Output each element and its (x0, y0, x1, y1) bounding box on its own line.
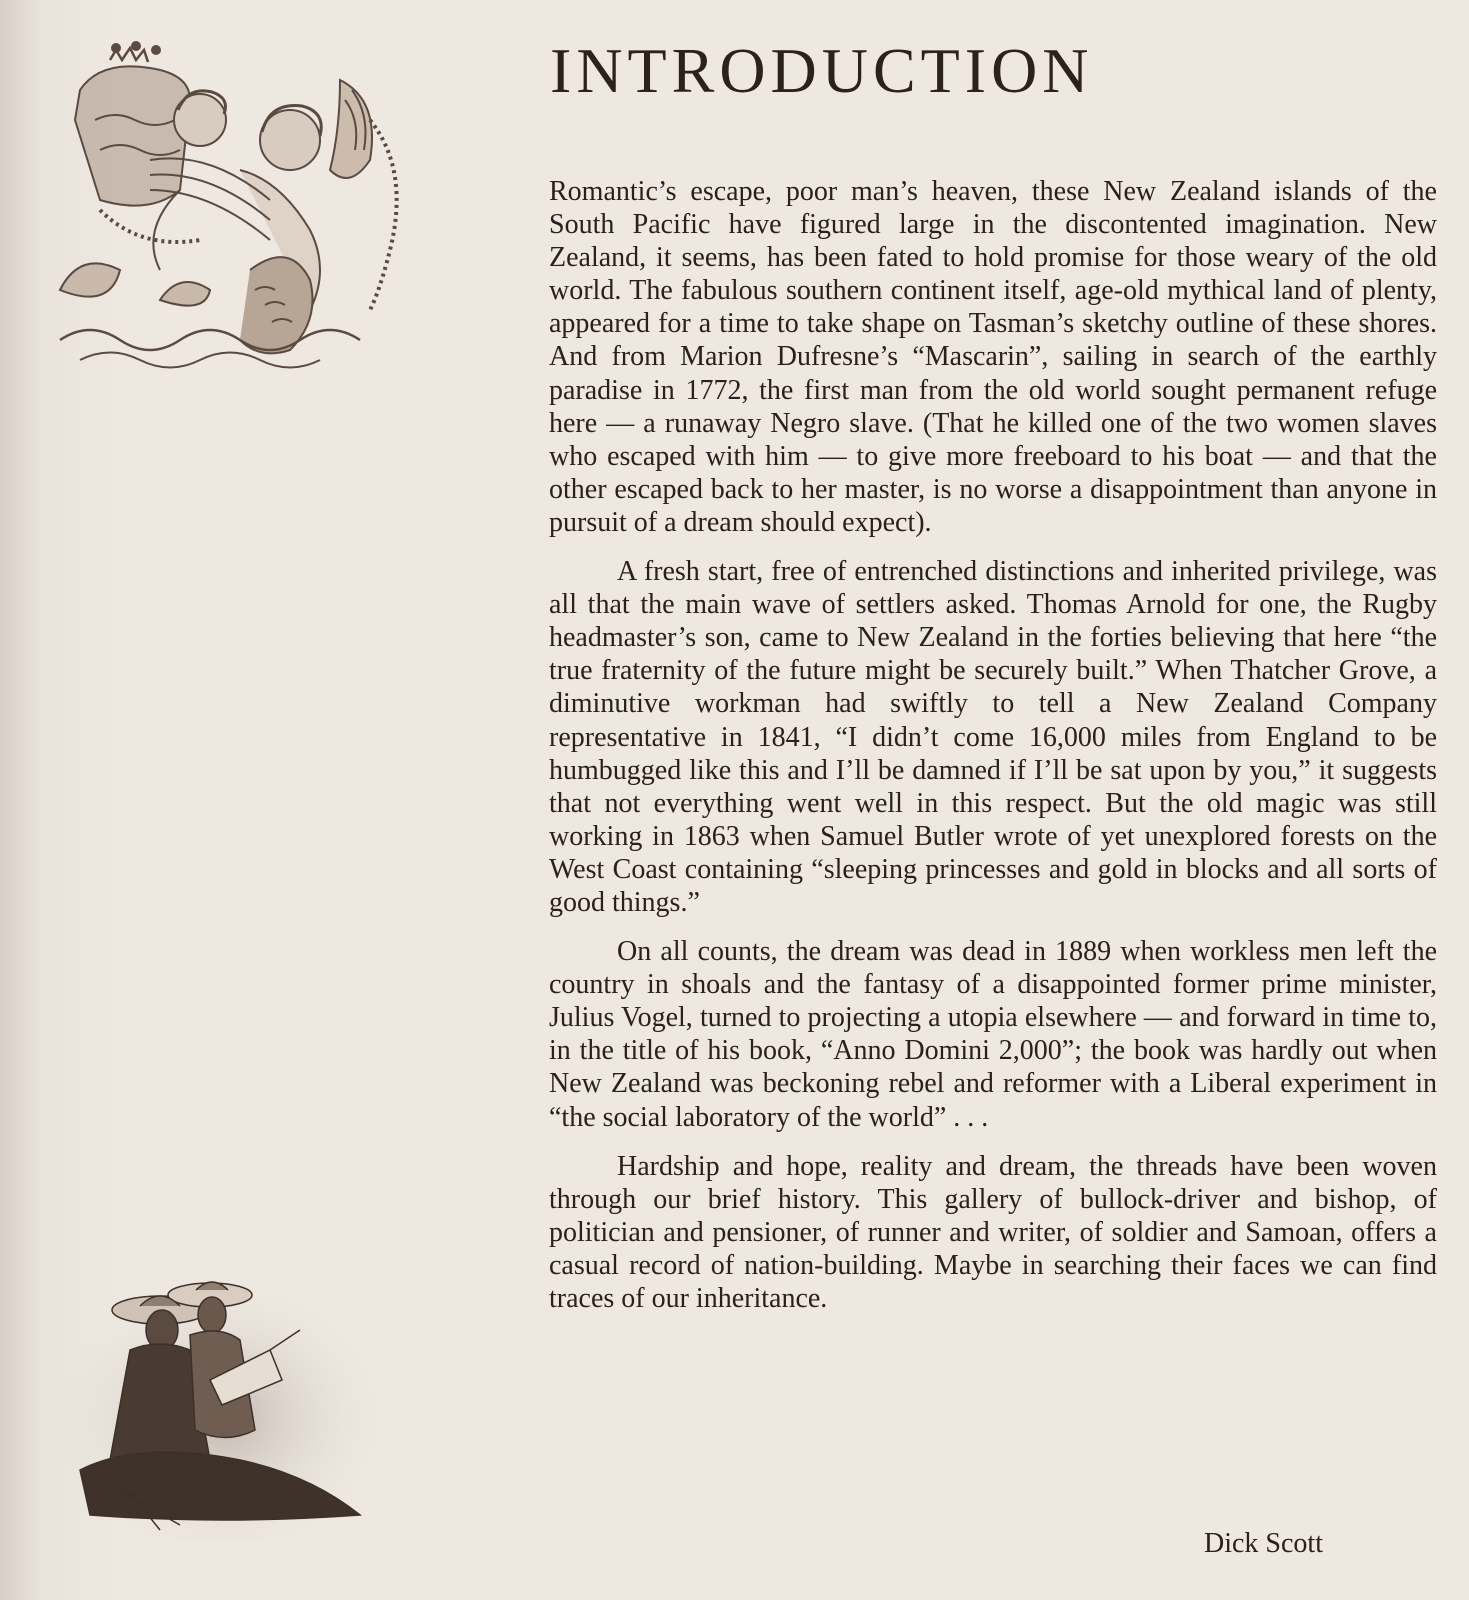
paragraph-1: Romantic’s escape, poor man’s heaven, these New Zealand islands of the South Pacific have figured large in the discontented imagination. New Zealand, it seems, has been fated to hold promise for those weary of the old world. The fabulous southern continent itself, age-old mythical land of plenty, appeared for a time to take shape on Tasman’s sketchy outline of these shores. And from Marion Dufresne’s “Mascarin”, sailing in search of the earthly paradise in 1772, the first man from the old world sought permanent refuge here — a runaway Negro slave. (That he killed one of the two women slaves who escaped with him — to give more freeboard to his boat — and that the other escaped back to her master, is no worse a disappointment than anyone in pursuit of a dream should expect). (549, 176, 1437, 538)
paragraph-2: A fresh start, free of entrenched distinctions and inherited privilege, was all that the main wave of settlers asked. Thomas Arnold for one, the Rugby headmaster’s son, came to New Zealand in the forties believing that here “the true fraternity of the future might be securely built.” When Thatcher Grove, a diminutive workman had swiftly to tell a New Zealand Company representative in 1841, “I didn’t come 16,000 miles from England to be humbugged like this and I’ll be damned if I’ll be sat upon by you,” it suggests that not everything went well in this respect. But the old magic was still working in 1863 when Samuel Butler wrote of yet unexplored forests on the West Coast containing “sleeping princesses and gold in blocks and all sorts of good things.” (549, 556, 1437, 918)
cherubs-engraving-illustration (40, 40, 440, 380)
author-signature: Dick Scott (1204, 1528, 1323, 1559)
paragraph-3: On all counts, the dream was dead in 1889 when workless men left the country in shoals and the fantasy of a disappointed former prime minister, Julius Vogel, turned to projecting a utopia elsewhere — and forward in time to, in the title of his book, “Anno Domini 2,000”; the book was hardly out when New Zealand was beckoning rebel and reformer with a Liberal experiment in “the social laboratory of the world” . . . (549, 936, 1437, 1133)
page-title: INTRODUCTION (550, 35, 1094, 106)
introduction-text (549, 175, 1437, 1331)
seated-women-photo-illustration (60, 1270, 380, 1540)
paragraph-4: Hardship and hope, reality and dream, the threads have been woven through our brief history. This gallery of bullock-driver and bishop, of politician and pensioner, of runner and writer, of soldier and Samoan, offers a casual record of nation-building. Maybe in searching their faces we can find traces of our inheritance. (549, 1150, 1437, 1314)
